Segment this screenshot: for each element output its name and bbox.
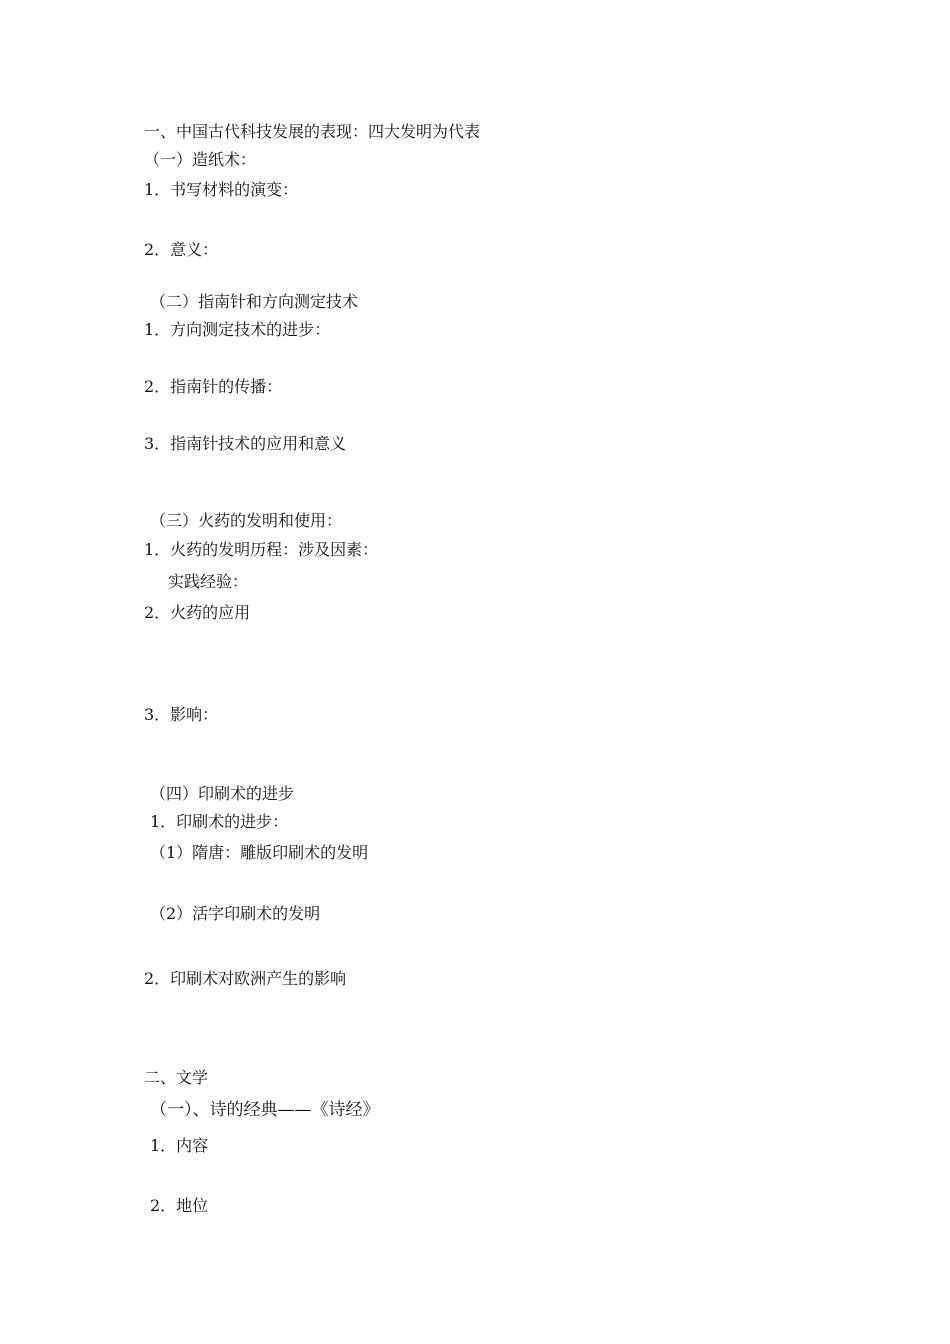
item-practical-experience: 实践经验：: [168, 572, 249, 591]
section-heading-literature: 二、文学: [144, 1068, 209, 1087]
item-direction-progress: 1．方向测定技术的进步：: [144, 320, 331, 339]
subheading-shijing: （一）、诗的经典——《诗经》: [150, 1100, 380, 1120]
item-movable-type: （2）活字印刷术的发明: [150, 904, 321, 923]
item-shijing-content: 1．内容: [150, 1136, 209, 1155]
subheading-gunpowder: （三）火药的发明和使用：: [150, 511, 343, 530]
item-woodblock-printing: （1）隋唐：雕版印刷术的发明: [150, 843, 369, 862]
item-printing-europe-impact: 2．印刷术对欧洲产生的影响: [144, 969, 347, 988]
item-compass-application: 3．指南针技术的应用和意义: [144, 434, 347, 453]
item-gunpowder-history: 1．火药的发明历程：涉及因素：: [144, 540, 379, 559]
subheading-papermaking: （一）造纸术：: [144, 150, 257, 169]
item-gunpowder-application: 2．火药的应用: [144, 603, 251, 622]
item-gunpowder-impact: 3．影响：: [144, 705, 219, 724]
item-shijing-status: 2．地位: [150, 1196, 209, 1215]
item-printing-progress: 1．印刷术的进步：: [150, 812, 289, 831]
item-compass-spread: 2．指南针的传播：: [144, 377, 283, 396]
subheading-printing: （四）印刷术的进步: [150, 784, 295, 803]
subheading-compass: （二）指南针和方向测定技术: [150, 292, 359, 311]
section-heading-tech: 一、中国古代科技发展的表现：四大发明为代表: [144, 122, 481, 141]
item-writing-materials: 1．书写材料的演变：: [144, 180, 299, 199]
item-papermaking-significance: 2．意义：: [144, 240, 219, 259]
